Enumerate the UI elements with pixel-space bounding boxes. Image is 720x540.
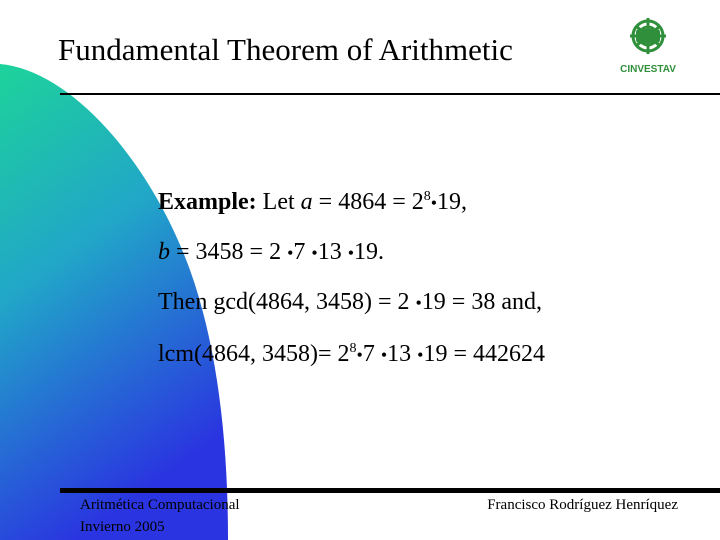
factor-text: 7 [362, 341, 375, 367]
factor-text: 19, [437, 189, 468, 215]
example-line-a [158, 187, 467, 218]
let-text: Let [262, 189, 295, 215]
footer-course [80, 494, 240, 538]
footer-term: Invierno 2005 [80, 519, 165, 535]
example-line-b [158, 237, 384, 268]
title-divider [60, 93, 720, 95]
multiplication-dot: • [417, 345, 424, 365]
variable-b: b [158, 239, 170, 265]
lcm-text: lcm(4864, 3458)= 2 [158, 341, 350, 367]
example-label: Example: [158, 189, 257, 215]
factor-text: 19. [354, 239, 385, 265]
factor-text: 7 [293, 239, 306, 265]
gcd-line [158, 287, 542, 318]
multiplication-dot: • [287, 243, 294, 263]
multiplication-dot: • [347, 243, 355, 263]
lcm-result-text: 19 = 442624 [423, 341, 545, 367]
variable-a: a [300, 189, 313, 215]
exponent: 8 [423, 189, 431, 204]
factor-text: 13 [387, 341, 412, 367]
a-value-text: = 4864 = 2 [318, 189, 424, 215]
multiplication-dot: • [380, 345, 388, 365]
b-value-text: = 3458 = 2 [176, 239, 282, 265]
footer-course-title: Aritmética Computacional [80, 497, 240, 513]
logo-text: CINVESTAV [620, 64, 676, 75]
multiplication-dot: • [311, 243, 318, 263]
exponent: 8 [349, 341, 357, 356]
cinvestav-logo-icon [614, 12, 682, 80]
factor-text: 13 [317, 239, 342, 265]
multiplication-dot: • [356, 345, 363, 365]
gcd-text: Then gcd(4864, 3458) = 2 [158, 289, 410, 315]
slide-title: Fundamental Theorem of Arithmetic [58, 32, 513, 67]
footer-author: Francisco Rodríguez Henríquez [487, 497, 678, 513]
gcd-result-text: 19 = 38 and, [421, 289, 542, 315]
multiplication-dot: • [430, 193, 438, 213]
lcm-line [158, 339, 545, 370]
footer-divider [60, 488, 720, 493]
multiplication-dot: • [415, 293, 422, 313]
